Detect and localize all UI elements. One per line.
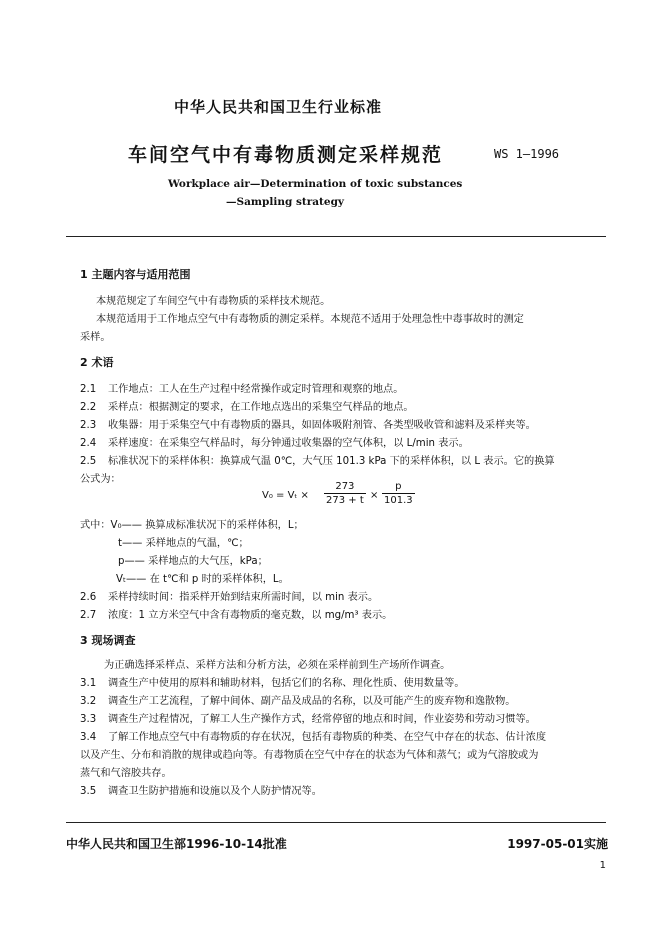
fraction-bar bbox=[324, 493, 366, 494]
item-text: 调查卫生防护措施和设施以及个人防护情况等。 bbox=[108, 786, 322, 797]
item-number: 2.2 bbox=[80, 402, 97, 413]
item-text: 标准状况下的采样体积：换算成气温 0℃，大气压 101.3 kPa 下的采样体积，以 L 表示。它的换算 bbox=[108, 456, 555, 467]
formula-fraction-temperature bbox=[324, 481, 366, 506]
page-number: 1 bbox=[599, 860, 606, 871]
item-number: 2.1 bbox=[80, 384, 97, 395]
item-number: 2.6 bbox=[80, 592, 97, 603]
footer-divider bbox=[66, 822, 606, 823]
formula-legend-line: t—— 采样地点的气温，℃； bbox=[118, 538, 249, 549]
formula-lhs: V₀ = Vₜ × bbox=[262, 490, 309, 501]
list-item bbox=[80, 692, 516, 707]
list-item bbox=[80, 416, 536, 431]
list-item bbox=[80, 434, 469, 449]
item-text: 工作地点：工人在生产过程中经常操作或定时管理和观察的地点。 bbox=[108, 384, 404, 395]
item-text: 调查生产工艺流程，了解中间体、副产品及成品的名称，以及可能产生的废弃物和逸散物。 bbox=[108, 696, 516, 707]
section1-paragraph2-line2: 采样。 bbox=[80, 332, 111, 343]
item-text: 调查生产过程情况，了解工人生产操作方式，经常停留的地点和时间，作业姿势和劳动习惯等。 bbox=[108, 714, 536, 725]
section3-intro: 为正确选择采样点、采样方法和分析方法，必须在采样前到生产场所作调查。 bbox=[104, 660, 451, 671]
list-item bbox=[80, 674, 465, 689]
item-text: 调查生产中使用的原料和辅助材料，包括它们的名称、理化性质、使用数量等。 bbox=[108, 678, 465, 689]
item-number: 3.1 bbox=[80, 678, 97, 689]
industry-standard-label: 中华人民共和国卫生行业标准 bbox=[174, 98, 383, 116]
item-number: 3.2 bbox=[80, 696, 97, 707]
english-title-line2: —Sampling strategy bbox=[226, 196, 345, 208]
list-item bbox=[80, 452, 555, 467]
formula-times: × bbox=[370, 490, 379, 501]
list-item bbox=[80, 588, 378, 603]
item-text: 采样速度：在采集空气样品时，每分钟通过收集器的空气体积，以 L/min 表示。 bbox=[108, 438, 469, 449]
list-item bbox=[80, 782, 322, 797]
document-title: 车间空气中有毒物质测定采样规范 bbox=[128, 144, 444, 166]
item-continuation: 公式为： bbox=[80, 474, 121, 485]
item-text: 浓度：1 立方米空气中含有毒物质的毫克数，以 mg/m³ 表示。 bbox=[108, 610, 393, 621]
header-divider bbox=[66, 236, 606, 237]
formula-fraction-pressure bbox=[382, 481, 415, 506]
standard-code: WS 1—1996 bbox=[494, 147, 560, 161]
list-item bbox=[80, 606, 392, 621]
item-number: 2.5 bbox=[80, 456, 97, 467]
section3-heading: 3 现场调查 bbox=[80, 634, 136, 647]
fraction-numerator: p bbox=[395, 481, 402, 492]
section1-paragraph2-line1: 本规范适用于工作地点空气中有毒物质的测定采样。本规范不适用于处理急性中毒事故时的测定 bbox=[96, 314, 524, 325]
list-item bbox=[80, 380, 403, 395]
item-continuation: 蒸气和气溶胶共存。 bbox=[80, 768, 172, 779]
item-number: 3.3 bbox=[80, 714, 97, 725]
item-continuation: 以及产生、分布和消散的规律或趋向等。有毒物质在空气中存在的状态为气体和蒸气；或为气溶胶或为 bbox=[80, 750, 539, 761]
list-item bbox=[80, 398, 414, 413]
section1-paragraph1: 本规范规定了车间空气中有毒物质的采样技术规范。 bbox=[96, 296, 331, 307]
item-text: 采样点：根据测定的要求，在工作地点选出的采集空气样品的地点。 bbox=[108, 402, 414, 413]
formula-legend-line: p—— 采样地点的大气压，kPa； bbox=[118, 556, 268, 567]
fraction-bar bbox=[382, 493, 415, 494]
formula-legend-line: Vₜ—— 在 t℃和 p 时的采样体积，L。 bbox=[116, 574, 289, 585]
section2-heading: 2 术语 bbox=[80, 356, 114, 369]
fraction-denominator: 273 + t bbox=[326, 495, 364, 506]
item-number: 2.4 bbox=[80, 438, 97, 449]
item-number: 2.3 bbox=[80, 420, 97, 431]
item-text: 了解工作地点空气中有毒物质的存在状况，包括有毒物质的种类、在空气中存在的状态、估计浓度 bbox=[108, 732, 547, 743]
fraction-numerator: 273 bbox=[335, 481, 355, 492]
item-text: 采样持续时间：指采样开始到结束所需时间，以 min 表示。 bbox=[108, 592, 379, 603]
english-title-line1: Workplace air—Determination of toxic substances bbox=[168, 178, 463, 190]
item-number: 3.5 bbox=[80, 786, 97, 797]
item-number: 3.4 bbox=[80, 732, 97, 743]
fraction-denominator: 101.3 bbox=[384, 495, 413, 506]
section1-heading: 1 主题内容与适用范围 bbox=[80, 268, 191, 281]
list-item bbox=[80, 728, 546, 743]
item-text: 收集器：用于采集空气中有毒物质的器具，如固体吸附剂管、各类型吸收管和滤料及采样夹等。 bbox=[108, 420, 536, 431]
item-number: 2.7 bbox=[80, 610, 97, 621]
approval-note: 中华人民共和国卫生部1996-10-14批准 bbox=[66, 837, 287, 851]
implementation-date: 1997-05-01实施 bbox=[507, 837, 608, 851]
list-item bbox=[80, 710, 536, 725]
formula-legend-line: 式中：V₀—— 换算成标准状况下的采样体积，L； bbox=[80, 520, 304, 531]
